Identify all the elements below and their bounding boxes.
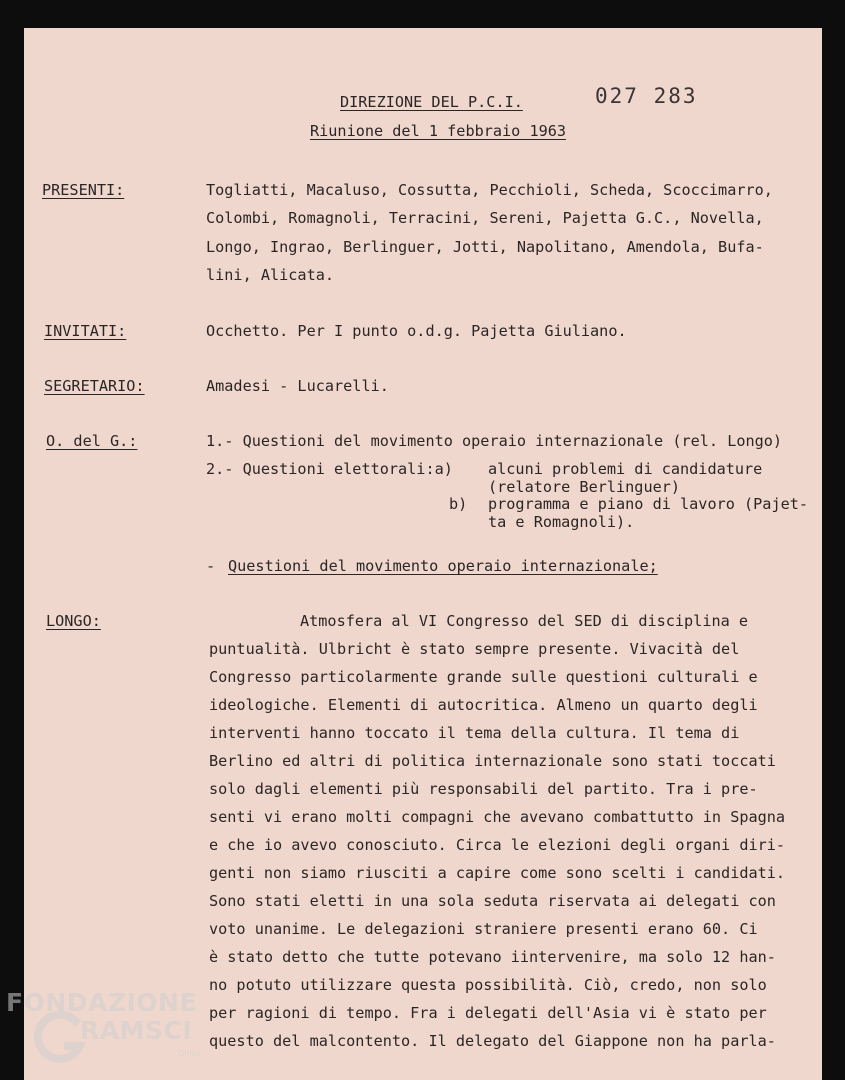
odg-item-2: 2.- Questioni elettorali:a) bbox=[206, 460, 453, 478]
document-title: DIREZIONE DEL P.C.I. bbox=[340, 93, 523, 111]
presenti-label: PRESENTI: bbox=[42, 181, 125, 199]
longo-line: senti vi erano molti compagni che avevano combattutto in Spagna bbox=[209, 808, 786, 826]
section-dash: - bbox=[206, 557, 225, 575]
invitati-label: INVITATI: bbox=[44, 322, 127, 340]
fondazione-gramsci-watermark bbox=[6, 990, 216, 1080]
odg-item-2b-marker: b) bbox=[449, 495, 468, 513]
odg-item-2b-continued: ta e Romagnoli). bbox=[488, 513, 635, 531]
longo-line: puntualità. Ulbricht è stato sempre presente. Vivacità del bbox=[209, 640, 740, 658]
presenti-line: Longo, Ingrao, Berlinguer, Jotti, Napolitano, Amendola, Bufa- bbox=[206, 238, 764, 256]
longo-line: no potuto utilizzare questa possibilità. Ciò, credo, non solo bbox=[209, 976, 767, 994]
longo-line: per ragioni di tempo. Fra i delegati dell'Asia vi è stato per bbox=[209, 1004, 767, 1022]
longo-line: genti non siamo riusciti a capire come sono scelti i candidati. bbox=[209, 864, 786, 882]
longo-line: interventi hanno toccato il tema della cultura. Il tema di bbox=[209, 724, 740, 742]
longo-line: è stato detto che tutte potevano iintervenire, ma solo 12 han- bbox=[209, 948, 776, 966]
longo-line: Congresso particolarmente grande sulle questioni culturali e bbox=[209, 668, 758, 686]
watermark-g-logo-icon bbox=[34, 1010, 86, 1070]
longo-line: voto unanime. Le delegazioni straniere presenti erano 60. Ci bbox=[209, 920, 758, 938]
longo-line: ideologiche. Elementi di autocritica. Almeno un quarto degli bbox=[209, 696, 758, 714]
presenti-line: lini, Alicata. bbox=[206, 266, 335, 284]
odg-item-1: 1.- Questioni del movimento operaio internazionale (rel. Longo) bbox=[206, 432, 783, 450]
longo-line: solo dagli elementi più responsabili del partito. Tra i pre- bbox=[209, 780, 758, 798]
odg-label: O. del G.: bbox=[46, 432, 138, 450]
odg-item-2a: alcuni problemi di candidature bbox=[488, 460, 763, 478]
longo-line: questo del malcontento. Il delegato del Giappone non ha parla- bbox=[209, 1032, 776, 1050]
watermark-line2: RAMSCI bbox=[80, 1016, 193, 1045]
odg-item-2b: programma e piano di lavoro (Pajet- bbox=[488, 495, 809, 513]
archive-number: 027 283 bbox=[595, 84, 698, 108]
invitati-text: Occhetto. Per I punto o.d.g. Pajetta Giuliano. bbox=[206, 322, 627, 340]
presenti-line: Togliatti, Macaluso, Cossutta, Pecchioli, Scheda, Scoccimarro, bbox=[206, 181, 773, 199]
segretario-text: Amadesi - Lucarelli. bbox=[206, 377, 389, 395]
watermark-line1: FONDAZIONE bbox=[6, 988, 198, 1017]
section-heading: Questioni del movimento operaio internazionale; bbox=[228, 557, 658, 575]
longo-line: e che io avevo conosciuto. Circa le elezioni degli organi diri- bbox=[209, 836, 786, 854]
longo-line: Sono stati eletti in una sola seduta riservata ai delegati con bbox=[209, 892, 776, 910]
presenti-line: Colombi, Romagnoli, Terracini, Sereni, Pajetta G.C., Novella, bbox=[206, 209, 764, 227]
longo-line: Berlino ed altri di politica internazionale sono stati toccati bbox=[209, 752, 776, 770]
watermark-onlus: Onlus bbox=[178, 1049, 201, 1058]
longo-line: Atmosfera al VI Congresso del SED di disciplina e bbox=[300, 612, 749, 630]
longo-label: LONGO: bbox=[46, 612, 101, 630]
segretario-label: SEGRETARIO: bbox=[44, 377, 145, 395]
document-subtitle: Riunione del 1 febbraio 1963 bbox=[310, 122, 567, 140]
odg-item-2a-continued: (relatore Berlinguer) bbox=[488, 478, 681, 496]
